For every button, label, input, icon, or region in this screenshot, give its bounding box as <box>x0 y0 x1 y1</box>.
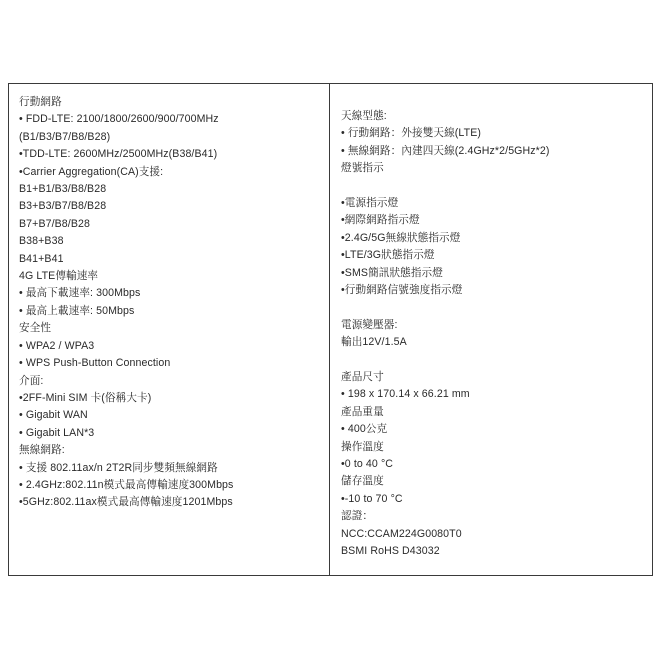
spec-line: B7+B7/B8/B28 <box>19 217 90 230</box>
spec-line: •Carrier Aggregation(CA)支援: <box>19 165 164 178</box>
spec-line: • FDD-LTE: 2100/1800/2600/900/700MHz <box>19 113 219 126</box>
spec-line: 儲存溫度 <box>341 475 384 488</box>
spec-line: 輸出12V/1.5A <box>341 336 407 349</box>
spec-line: • 2.4GHz:802.11n模式最高傳輸速度300Mbps <box>19 478 234 491</box>
spec-line: •LTE/3G狀態指示燈 <box>341 249 435 262</box>
spec-line: • 無線網路：內建四天線(2.4GHz*2/5GHz*2) <box>341 144 550 157</box>
spec-line: 安全性 <box>19 322 52 335</box>
spec-line: 產品尺寸 <box>341 371 384 384</box>
spec-line: B38+B38 <box>19 235 64 248</box>
spec-line: • WPS Push-Button Connection <box>19 357 171 370</box>
spec-line: •2.4G/5G無線狀態指示燈 <box>341 231 461 244</box>
spec-line: B3+B3/B7/B8/B28 <box>19 200 107 213</box>
spec-line: • 198 x 170.14 x 66.21 mm <box>341 388 470 401</box>
spec-line: (B1/B3/B7/B8/B28) <box>19 130 111 143</box>
spec-column-left <box>9 84 330 575</box>
spec-line: 介面: <box>19 374 44 387</box>
spec-line: 電源變壓器: <box>341 318 398 331</box>
spec-line: •網際網路指示燈 <box>341 214 420 227</box>
spec-line: •2FF-Mini SIM 卡(俗稱大卡) <box>19 391 152 404</box>
spec-line: B1+B1/B3/B8/B28 <box>19 183 107 196</box>
spec-column-right <box>330 84 652 575</box>
spec-table <box>8 83 653 576</box>
spec-spacer <box>341 352 652 369</box>
spec-line: • Gigabit WAN <box>19 409 88 422</box>
spec-line: 操作溫度 <box>341 440 384 453</box>
spec-line: •行動網路信號強度指示燈 <box>341 284 463 297</box>
spec-line: • 行動網路：外接雙天線(LTE) <box>341 127 481 140</box>
spec-line: •電源指示燈 <box>341 197 399 210</box>
spec-spacer <box>341 299 652 316</box>
spec-line: • 最高下載速率: 300Mbps <box>19 287 141 300</box>
spec-line: 燈號指示 <box>341 162 384 175</box>
spec-line: 4G LTE傳輸速率 <box>19 270 99 283</box>
spec-line: • Gigabit LAN*3 <box>19 426 95 439</box>
spec-line: •5GHz:802.11ax模式最高傳輸速度1201Mbps <box>19 496 233 509</box>
spec-line: •-10 to 70 °C <box>341 492 403 505</box>
spec-line: BSMI RoHS D43032 <box>341 545 440 558</box>
spec-line: •0 to 40 °C <box>341 458 394 471</box>
spec-line: • 400公克 <box>341 423 388 436</box>
spec-line: NCC:CCAM224G0080T0 <box>341 527 462 540</box>
spec-line: B41+B41 <box>19 252 64 265</box>
spec-line: 行動網路 <box>19 96 62 108</box>
spec-line: • 支援 802.11ax/n 2T2R同步雙頻無線網路 <box>19 461 218 474</box>
spec-line: 認證： <box>341 510 374 523</box>
spec-line: 天線型態: <box>341 110 387 122</box>
spec-line: 無線網路: <box>19 444 65 457</box>
spec-line: 產品重量 <box>341 405 384 418</box>
spec-spacer <box>341 178 652 195</box>
spec-line: • WPA2 / WPA3 <box>19 339 95 352</box>
spec-line: • 最高上載速率: 50Mbps <box>19 304 135 317</box>
spec-line: •TDD-LTE: 2600MHz/2500MHz(B38/B41) <box>19 148 218 161</box>
spec-line: •SMS簡訊狀態指示燈 <box>341 266 443 279</box>
